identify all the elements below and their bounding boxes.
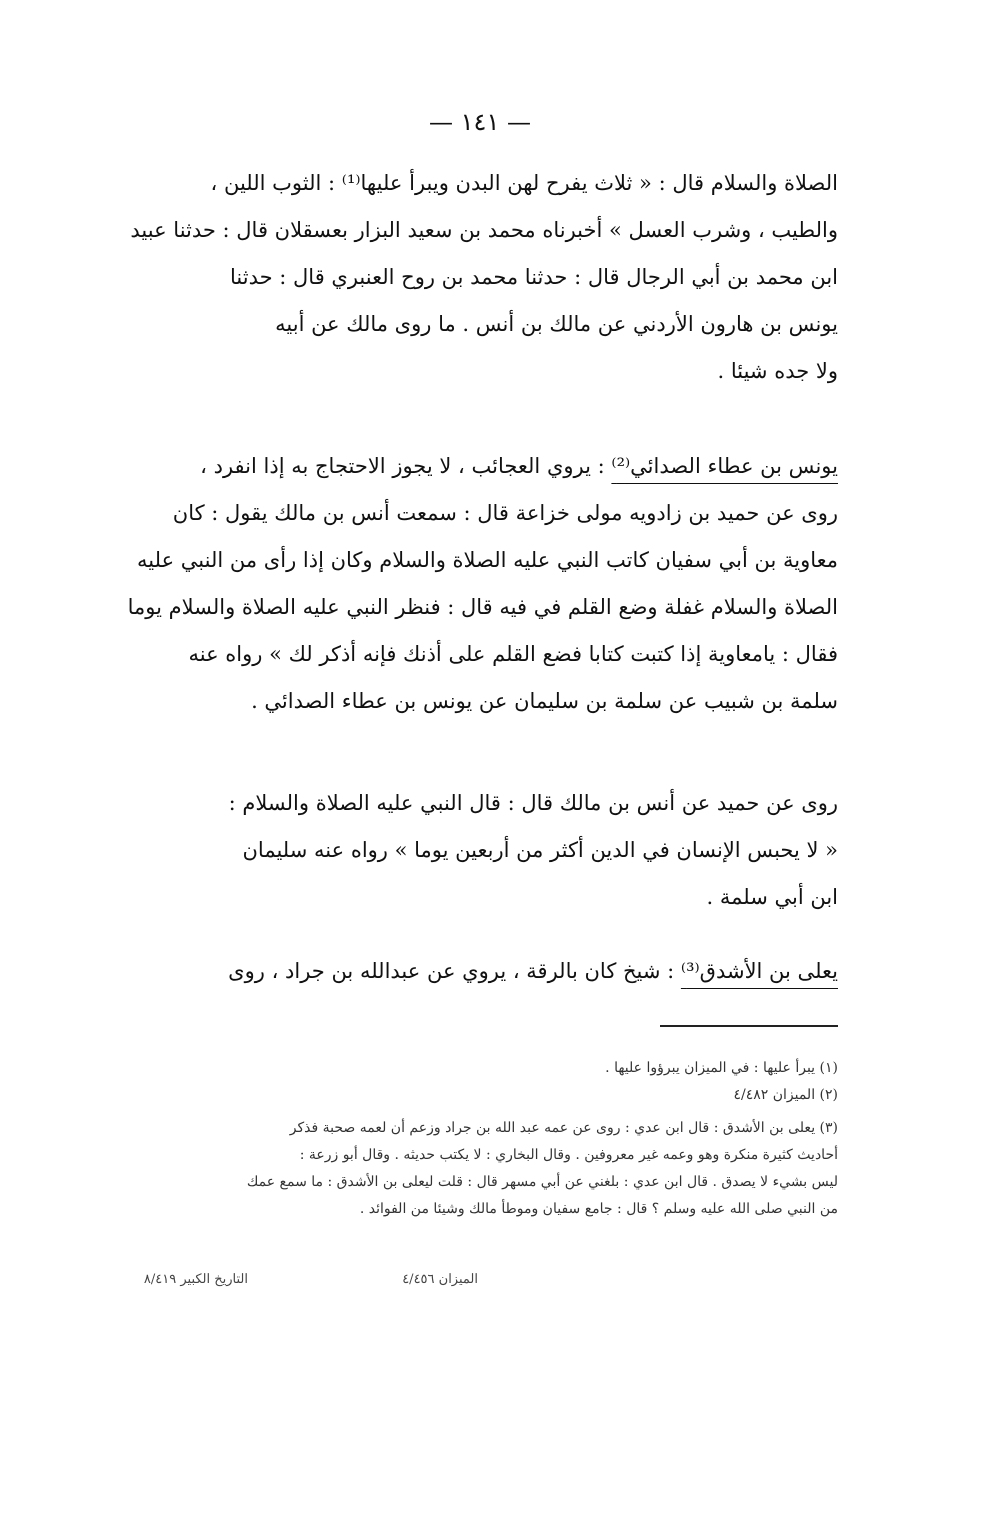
entry-yunus-ibn-ata — [100, 443, 838, 725]
footnote-3-cont: من النبي صلى الله عليه وسلم ؟ قال : جامع سفيان وموطأ مالك وشيئا من الفوائد . — [359, 1201, 838, 1217]
text-line: ابن أبي سلمة . — [706, 885, 838, 909]
text-line: معاوية بن أبي سفيان كاتب النبي عليه الصلاة والسلام وكان إذا رأى من النبي عليه — [137, 548, 838, 572]
text-line: ولا جده شيئا . — [717, 359, 838, 383]
paragraph-hadith-three-things — [100, 160, 838, 395]
entry-heading: يعلى بن الأشدق⁽³⁾ — [680, 959, 838, 983]
text-line: يونس بن هارون الأردني عن مالك بن أنس . ما روى مالك عن أبيه — [275, 312, 838, 336]
paragraph-hadith-debt — [100, 780, 838, 921]
entry-first-line — [100, 443, 838, 490]
text-line: والطيب ، وشرب العسل » أخبرناه محمد بن سعيد البزار بعسقلان قال : حدثنا عبيد — [130, 218, 838, 242]
text-line: روى عن حميد عن أنس بن مالك قال : قال النبي عليه الصلاة والسلام : — [228, 791, 838, 815]
text-line: « لا يحبس الإنسان في الدين أكثر من أربعين يوما » رواه عنه سليمان — [242, 838, 838, 862]
text-segment: : يروي العجائب ، لا يجوز الاحتجاج به إذا انفرد ، — [200, 454, 612, 478]
footnote-3-cont: ليس بشيء لا يصدق . قال ابن عدي : بلغني عن أبي مسهر قال : قلت ليعلى بن الأشدق : ما سمع عمك — [246, 1174, 838, 1190]
footnotes — [96, 1055, 838, 1223]
footnote-divider — [660, 1025, 838, 1027]
footnote-1: (١) يبرأ عليها : في الميزان يبرؤوا عليها . — [605, 1060, 838, 1076]
text-line: ابن محمد بن أبي الرجال قال : حدثنا محمد بن روح العنبري قال : حدثنا — [230, 265, 838, 289]
text-line: سلمة بن شبيب عن سلمة بن سليمان عن يونس بن عطاء الصدائي . — [251, 689, 838, 713]
text-line: روى عن حميد بن زادويه مولى خزاعة قال : سمعت أنس بن مالك يقول : كان — [172, 501, 838, 525]
entry-heading: يونس بن عطاء الصدائي⁽²⁾ — [611, 454, 838, 478]
entry-first-line — [100, 948, 838, 995]
footnote-2: (٢) الميزان ٤/٤٨٢ — [733, 1087, 838, 1103]
text-line: الصلاة والسلام غفلة وضع القلم في فيه قال : فنظر النبي عليه الصلاة والسلام يوما — [127, 595, 838, 619]
footnote-3-cont: أحاديث كثيرة منكرة وهو وعمه غير معروفين . وقال البخاري : لا يكتب حديثه . وقال أبو زرعة : — [299, 1147, 838, 1163]
text-segment: : شيخ كان بالرقة ، يروي عن عبدالله بن جراد ، روى — [228, 959, 681, 983]
text-line: الصلاة والسلام قال : « ثلاث يفرح لهن البدن ويبرأ عليها⁽¹⁾ : الثوب اللين ، — [210, 171, 838, 195]
footnote-3: (٣) يعلى بن الأشدق : قال ابن عدي : روى عن عمه عبد الله بن جراد وزعم أن لعمه صحبة فذكر — [289, 1120, 838, 1136]
source-tarikh: التاريخ الكبير ٨/٤١٩ — [143, 1272, 248, 1287]
source-mizan: الميزان ٤/٤٥٦ — [402, 1272, 478, 1287]
page-number: — ١٤١ — — [429, 108, 531, 136]
text-line: فقال : يامعاوية إذا كتبت كتابا فضع القلم على أذنك فإنه أذكر لك » رواه عنه — [188, 642, 838, 666]
entry-yala-ibn-al-ashdaq — [100, 948, 838, 995]
